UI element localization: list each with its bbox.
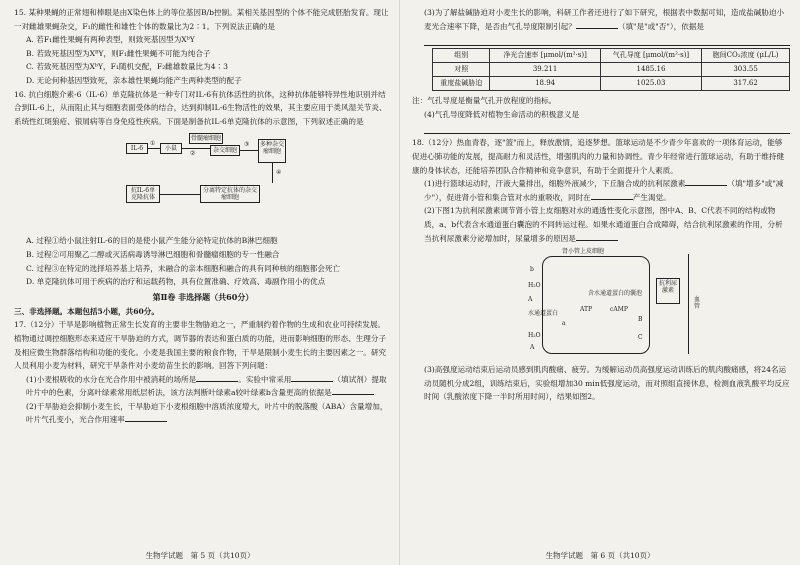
kidney-cell-figure	[412, 248, 790, 360]
label-atp: ATP	[580, 306, 593, 314]
q16-diagram	[14, 131, 392, 231]
q18-p1c-text: 产生渴觉。	[632, 192, 671, 202]
q18-part-3: (3)高强度运动结束后运动员感到肌肉酸痛、疲劳。为缓解运动员高强度运动训练后的肌肉酸痛感，将24名运动员随机分成2组，训练结束后，实验组增加30 min低强度运动，而对照组直接休息，检测血液乳酸平均反应时间（乳酸浓度下降一半时所用时间），结果如图2。	[424, 365, 790, 402]
q17-stem: 17.（12分）干旱是影响植物正常生长发育的主要非生物胁迫之一，严重制约着作物的生成和农业可持续发展。植物通过调控细胞形态来适应干旱胁迫的方式，调节器的表达和蛋白质的功能，进而影响细胞的形态、生理分子及相应微生物群落结构和功能的变化。小麦是我国主要的粮食作物，干旱是限制小麦生长的主要因素之一。研究人员利用小麦为材料，研究干旱条件对小麦幼苗生长的影响。回答下列问题：	[14, 320, 387, 371]
q15-option-d: D. 无论何种基因型致死，亲本雄性果蝇均能产生两种类型的配子	[26, 75, 242, 85]
left-footer: 生物学试题 第 5 页（共10页）	[145, 551, 255, 560]
answer-line	[424, 33, 790, 46]
label-A: A	[530, 344, 535, 352]
arrow	[160, 194, 200, 195]
table-note: 注：气孔导度是衡量气孔开放程度的指标。	[412, 96, 557, 106]
epithelial-cell-outline	[542, 256, 650, 354]
adh-box: 抗利尿激素	[656, 278, 680, 304]
table-cell: 18.94	[490, 77, 600, 91]
arrow	[148, 148, 160, 149]
table-header: 胞间CO₂浓度 (μL/L)	[702, 49, 790, 63]
q17-part-2	[14, 400, 392, 427]
table-header-row	[433, 49, 790, 63]
right-footer: 生物学试题 第 6 页（共10页）	[545, 551, 655, 560]
table-cell: 317.62	[702, 77, 790, 91]
answer-blank	[332, 386, 374, 395]
arrow	[240, 150, 258, 151]
label-channel: 水通道蛋白	[528, 310, 559, 318]
label-b: b	[530, 266, 534, 274]
q17-p2-text: (2)干旱胁迫会抑制小麦生长，干旱胁迫下小麦根细胞中溶质浓度增大，叶片中的脱落酸（ABA）含量增加，叶片气孔变小，光合作用速率	[26, 401, 388, 425]
label-vesicle: 含水通道蛋白的囊泡	[588, 290, 643, 298]
q17-part-4	[412, 108, 790, 122]
step-4-label: ④	[276, 169, 282, 177]
q18-p1a-text: (1)进行篮球运动时，汗液大量排出，细胞外液减少，下丘脑合成的抗利尿激素	[424, 179, 686, 189]
arrow	[272, 163, 273, 183]
q17-part-1	[14, 373, 392, 400]
q16-option-d: D. 单克隆抗体可用于疾病的治疗和运载药物，具有位置准确、疗效高、毒副作用小的优点	[26, 277, 326, 287]
multi-hybrid-box: 多种杂交瘤细胞	[258, 139, 286, 163]
answer-blank	[576, 232, 618, 241]
answer-blank	[291, 373, 333, 382]
table-cell: 重度盐碱胁迫	[433, 77, 490, 91]
step-3-label: ③	[244, 141, 250, 149]
q18-p1b-text: （填"增多"或"减少"），促进肾小管和集合管对水的重吸收，同时在	[424, 179, 784, 202]
q18-part-2	[412, 204, 790, 245]
vessel-wall	[688, 254, 689, 354]
section-header: 三、非选择题。本题包括5小题，共60分。	[14, 306, 159, 316]
step-1-label: ①	[150, 140, 156, 148]
q17-p1c-text: （填试剂）提取叶片中的色素，分离叶绿素常用纸层析法，该方法判断叶绿素a较叶绿素b含量更高的依据是	[26, 374, 387, 398]
step-2-label: ②	[190, 150, 196, 158]
q15-option-b: B. 若致死基因型为XᴮY，则F₁雌性果蝇不可能为纯合子	[26, 48, 211, 58]
label-A: A	[528, 296, 533, 304]
q17-p4-text: (4)气孔导度降低对植物生命活动的积极意义是	[424, 109, 580, 119]
q18-p2a-text: (2)下图1为抗利尿激素调节肾小管上皮细胞对水的通透性变化示意图，图中A、B、C代表不同的结构或物质，a、b代表含水通道蛋白囊泡的不同转运过程。如果水通道蛋白合成障碍，结合抗利尿激素的作用，分析当抗利尿激素分泌增加时，尿量增多的原因是	[424, 206, 783, 243]
section-title: 第Ⅱ卷 非选择题（共60分）	[152, 291, 254, 302]
answer-blank	[685, 177, 727, 186]
arrow	[182, 148, 210, 149]
answer-blank	[591, 191, 633, 200]
label-h2o: H₂O	[528, 332, 541, 340]
q17-p3-text: (3)为了解盐碱胁迫对小麦生长的影响，科研工作者还进行了如下研究，根据表中数据可知，造成盐碱胁迫小麦光合速率下降，是否由气孔导度限制引起？	[424, 8, 785, 31]
table-row	[433, 77, 790, 91]
table-cell: 1485.16	[600, 63, 701, 77]
q16-option-a: A. 过程①给小鼠注射IL-6的目的是使小鼠产生能分泌特定抗体的B淋巴细胞	[26, 236, 278, 246]
answer-blank	[576, 20, 618, 29]
table-cell: 303.55	[702, 63, 790, 77]
label-C: C	[638, 334, 643, 342]
answer-blank	[196, 373, 238, 382]
q16-stem: 16. 抗白细胞介素-6（IL-6）单克隆抗体是一种专门对IL-6有抗体活性的抗体，这种抗体能够特异性地识别并结合到IL-6上，从而阻止其与细胞表面受体的结合，达到抑制IL-6生物活性的效果，其主要应用于类风湿关节炎、系统性红斑狼疮、银屑病等自身免疫性疾病。下面是制备抗IL-6单克隆抗体的示意图，下列叙述正确的是	[14, 89, 387, 126]
q15-stem: 15. 某种果蝇的正常翅和棒眼是由X染色体上的等位基因B/b控制。某相关基因型的个体不能完成胚胎发育。现让一对雌雄果蝇杂交，F₁的雌性和雄性个体的数量比为2∶1。下列说法正确的是	[14, 8, 389, 31]
right-page	[400, 0, 800, 565]
table-header: 气孔导度 [μmol/(m²·s)]	[600, 49, 701, 63]
q15-option-c: C. 若致死基因型为XᵇY，F₁随机交配，F₂雌雄数量比为4∶3	[26, 62, 228, 72]
anti-il6-box: 抗IL-6单克隆抗体	[126, 185, 160, 203]
q15-option-a: A. 若F₁雌性果蝇有两种表型，则致死基因型为XᵇY	[26, 35, 195, 45]
table-header: 净光合速率 [μmol/(m²·s)]	[490, 49, 600, 63]
table-row	[433, 63, 790, 77]
answer-line	[424, 121, 790, 134]
label-cAMP: cAMP	[610, 306, 628, 314]
stomata-table	[432, 48, 790, 91]
q16-option-b: B. 过程②可用聚乙二醇或灭活病毒诱导淋巴细胞和骨髓瘤细胞的专一性融合	[26, 249, 280, 259]
table-cell: 1025.03	[600, 77, 701, 91]
q17-part-3	[412, 6, 790, 33]
table-cell: 对照	[433, 63, 490, 77]
table-header: 组别	[433, 49, 490, 63]
answer-blank	[125, 413, 167, 422]
q17-p3b-text: （填"是"或"否"），依据是	[617, 21, 704, 31]
label-B: B	[638, 316, 643, 324]
q17-p1b-text: 。实验中常采用	[238, 374, 292, 384]
q18-stem: 18.（12分）热血青春，逐"篮"而上，释放激情，追逐梦想。篮球运动是不少青少年喜欢的一项体育运动，能够促进心肺功能的发展，提高耐力和灵活性，增强肌肉的力量和协调性。青少年经常进行篮球运动，有助于维持健康的身体状态，还能培养团队合作精神和竞争意识，有助于全面提升个人素质。	[412, 138, 785, 175]
mouse-box: 小鼠	[160, 143, 182, 154]
q17-p1-text: (1)小麦根吸收的水分在光合作用中被消耗的场所是	[26, 374, 197, 384]
table-cell: 39.211	[490, 63, 600, 77]
q18-part-1	[412, 177, 790, 204]
label-blood: 血管	[694, 296, 701, 311]
q16-option-c: C. 过程③在特定的选择培养基上培养，未融合的亲本细胞和融合的具有同种核的细胞都会死亡	[26, 263, 341, 273]
hybrid-box: 杂交细胞	[210, 145, 240, 156]
label-h2o: H₂O	[528, 282, 541, 290]
screen-box: 分离特定抗体的杂交瘤细胞	[200, 185, 260, 203]
myeloma-box: 骨髓瘤细胞	[191, 135, 222, 143]
il6-box: IL-6	[126, 143, 148, 154]
figure-title: 肾小管上皮细胞	[562, 248, 605, 256]
label-a: a	[562, 320, 566, 328]
